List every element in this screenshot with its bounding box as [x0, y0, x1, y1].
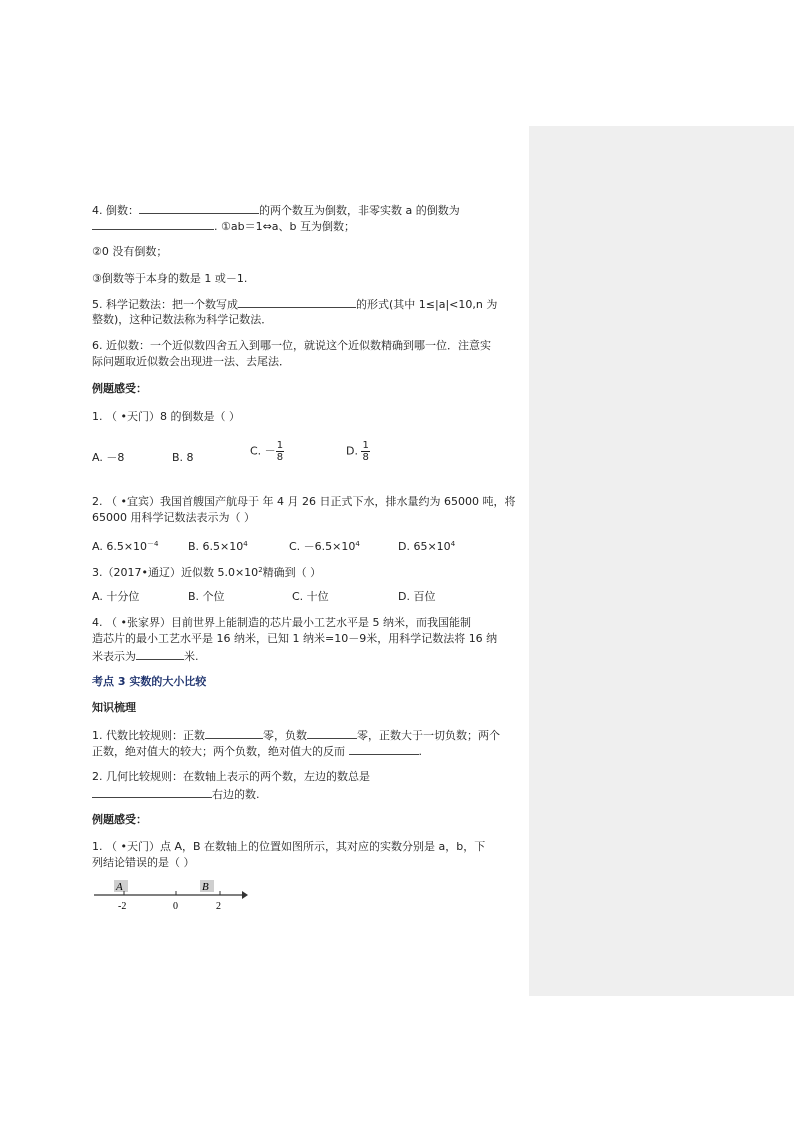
q2-b-exp: 4 — [243, 540, 248, 548]
item-4-line3: ②0 没有倒数； — [92, 245, 168, 258]
question-4-line1: 4. （ •张家界）目前世界上能制造的芯片最小工艺水平是 5 纳米，而我国能制 — [92, 616, 471, 629]
q1-option-d-label: D. — [346, 444, 358, 458]
rule-2-line1: 2. 几何比较规则：在数轴上表示的两个数，左边的数总是 — [92, 770, 370, 783]
tick-label-neg2: -2 — [118, 901, 127, 912]
blank-k2 — [92, 786, 212, 798]
comment-sidebar — [529, 126, 794, 996]
q2-option-d — [398, 536, 455, 555]
rule-1-mid: 零，负数 — [263, 729, 307, 742]
item-4-text2: . ①ab＝1⇔a、b 互为倒数； — [214, 220, 356, 233]
tick-label-two: 2 — [216, 901, 221, 912]
blank-k1b — [307, 727, 357, 739]
item-5-label: 5. 科学记数法：把一个数写成 — [92, 298, 238, 311]
question-2-options — [92, 536, 522, 552]
q3-option-c: C. 十位 — [292, 590, 329, 603]
item-4-text: 的两个数互为倒数，非零实数 a 的倒数为 — [259, 204, 460, 217]
fraction-den-d: 8 — [362, 452, 369, 463]
rule-1-line1 — [92, 727, 500, 744]
blank-5 — [238, 296, 356, 308]
q1-option-d — [346, 440, 370, 463]
q3-base: 3.（2017•通辽）近似数 5.0×10 — [92, 566, 259, 579]
fraction-one-eighth-d — [361, 440, 369, 463]
q2-option-a — [92, 536, 159, 555]
example-heading-2: 例题感受： — [92, 813, 147, 826]
item-5-text: 的形式(其中 1≤|a|<10,n 为 — [356, 298, 498, 311]
rule-1-b-post: . — [418, 745, 422, 758]
blank-k1a — [205, 727, 263, 739]
q4-pre: 米表示为 — [92, 650, 136, 663]
section-heading-kaodian-3: 考点 3 实数的大小比较 — [92, 675, 207, 688]
blank-4b — [92, 218, 214, 230]
q2-a-base: A. 6.5×10 — [92, 540, 148, 553]
point-b-label: B — [202, 881, 209, 893]
question-4-line3 — [92, 648, 199, 665]
question-2-line1: 2. （ •宜宾）我国首艘国产航母于 年 4 月 26 日正式下水，排水量约为 65000 吨，将 — [92, 495, 516, 508]
rule-1-line2 — [92, 743, 422, 760]
q3-option-d: D. 百位 — [398, 590, 436, 603]
q2-c-base: C. －6.5×10 — [289, 540, 356, 553]
q4-post: 米. — [184, 650, 199, 663]
example-1-line1: 1. （ •天门）点 A，B 在数轴上的位置如图所示，其对应的实数分别是 a，b，下 — [92, 840, 486, 853]
example-heading: 例题感受： — [92, 382, 147, 395]
q2-option-c — [289, 536, 360, 555]
q3-option-a: A. 十分位 — [92, 590, 140, 603]
item-4-label: 4. 倒数： — [92, 204, 139, 217]
question-4-line2: 造芯片的最小工艺水平是 16 纳米，已知 1 纳米=10－9米，用科学记数法将 16 纳 — [92, 632, 498, 645]
tick-label-zero: 0 — [173, 901, 178, 912]
q2-c-exp: 4 — [355, 540, 360, 548]
q2-d-exp: 4 — [450, 540, 456, 548]
question-1-options — [92, 440, 522, 474]
rule-1-pre: 1. 代数比较规则：正数 — [92, 729, 205, 742]
q2-b-base: B. 6.5×10 — [188, 540, 244, 553]
question-3-options — [92, 589, 522, 605]
blank-k1c — [349, 743, 419, 755]
point-a-label: A — [116, 881, 123, 893]
rule-1-b-pre: 正数，绝对值大的较大；两个负数，绝对值大的反而 — [92, 745, 345, 758]
item-5-line2: 整数)，这种记数法称为科学记数法． — [92, 313, 273, 326]
question-1: 1. （ •天门）8 的倒数是（ ） — [92, 410, 240, 423]
example-1-line2: 列结论错误的是（ ） — [92, 856, 195, 869]
item-4-line2 — [92, 218, 355, 235]
fraction-one-eighth — [276, 440, 284, 463]
question-3 — [92, 562, 321, 581]
q3-option-b: B. 个位 — [188, 590, 225, 603]
q2-a-exp: －4 — [147, 540, 159, 548]
q3-exp: 2 — [258, 566, 263, 574]
rule-2-line2 — [92, 786, 260, 803]
item-5-line1 — [92, 296, 497, 313]
q1-option-c — [250, 440, 284, 463]
item-6-line1: 6. 近似数：一个近似数四舍五入到哪一位，就说这个近似数精确到哪一位．注意实 — [92, 339, 491, 352]
item-6-line2: 际问题取近似数会出现进一法、去尾法． — [92, 355, 290, 368]
q2-option-b — [188, 536, 248, 555]
blank-q4 — [136, 648, 184, 660]
number-line-figure — [92, 876, 252, 914]
knowledge-heading: 知识梳理 — [92, 701, 136, 714]
q1-option-a: A. －8 — [92, 451, 125, 464]
question-2-line2: 65000 用科学记数法表示为（ ） — [92, 511, 255, 524]
q1-option-c-label: C. － — [250, 444, 276, 458]
q2-d-base: D. 65×10 — [398, 540, 451, 553]
q3-tail: 精确到（ ） — [262, 566, 322, 579]
q1-option-b: B. 8 — [172, 451, 194, 464]
item-4-line4: ③倒数等于本身的数是 1 或－1. — [92, 272, 248, 285]
fraction-num: 1 — [276, 440, 284, 451]
fraction-num-d: 1 — [362, 440, 369, 451]
axis-arrow-icon — [242, 891, 248, 899]
fraction-den: 8 — [276, 452, 284, 463]
rule-1-post: 零，正数大于一切负数；两个 — [357, 729, 500, 742]
rule-2-post: 右边的数. — [212, 788, 260, 801]
blank-4a — [139, 202, 259, 214]
item-4-line1 — [92, 202, 460, 219]
